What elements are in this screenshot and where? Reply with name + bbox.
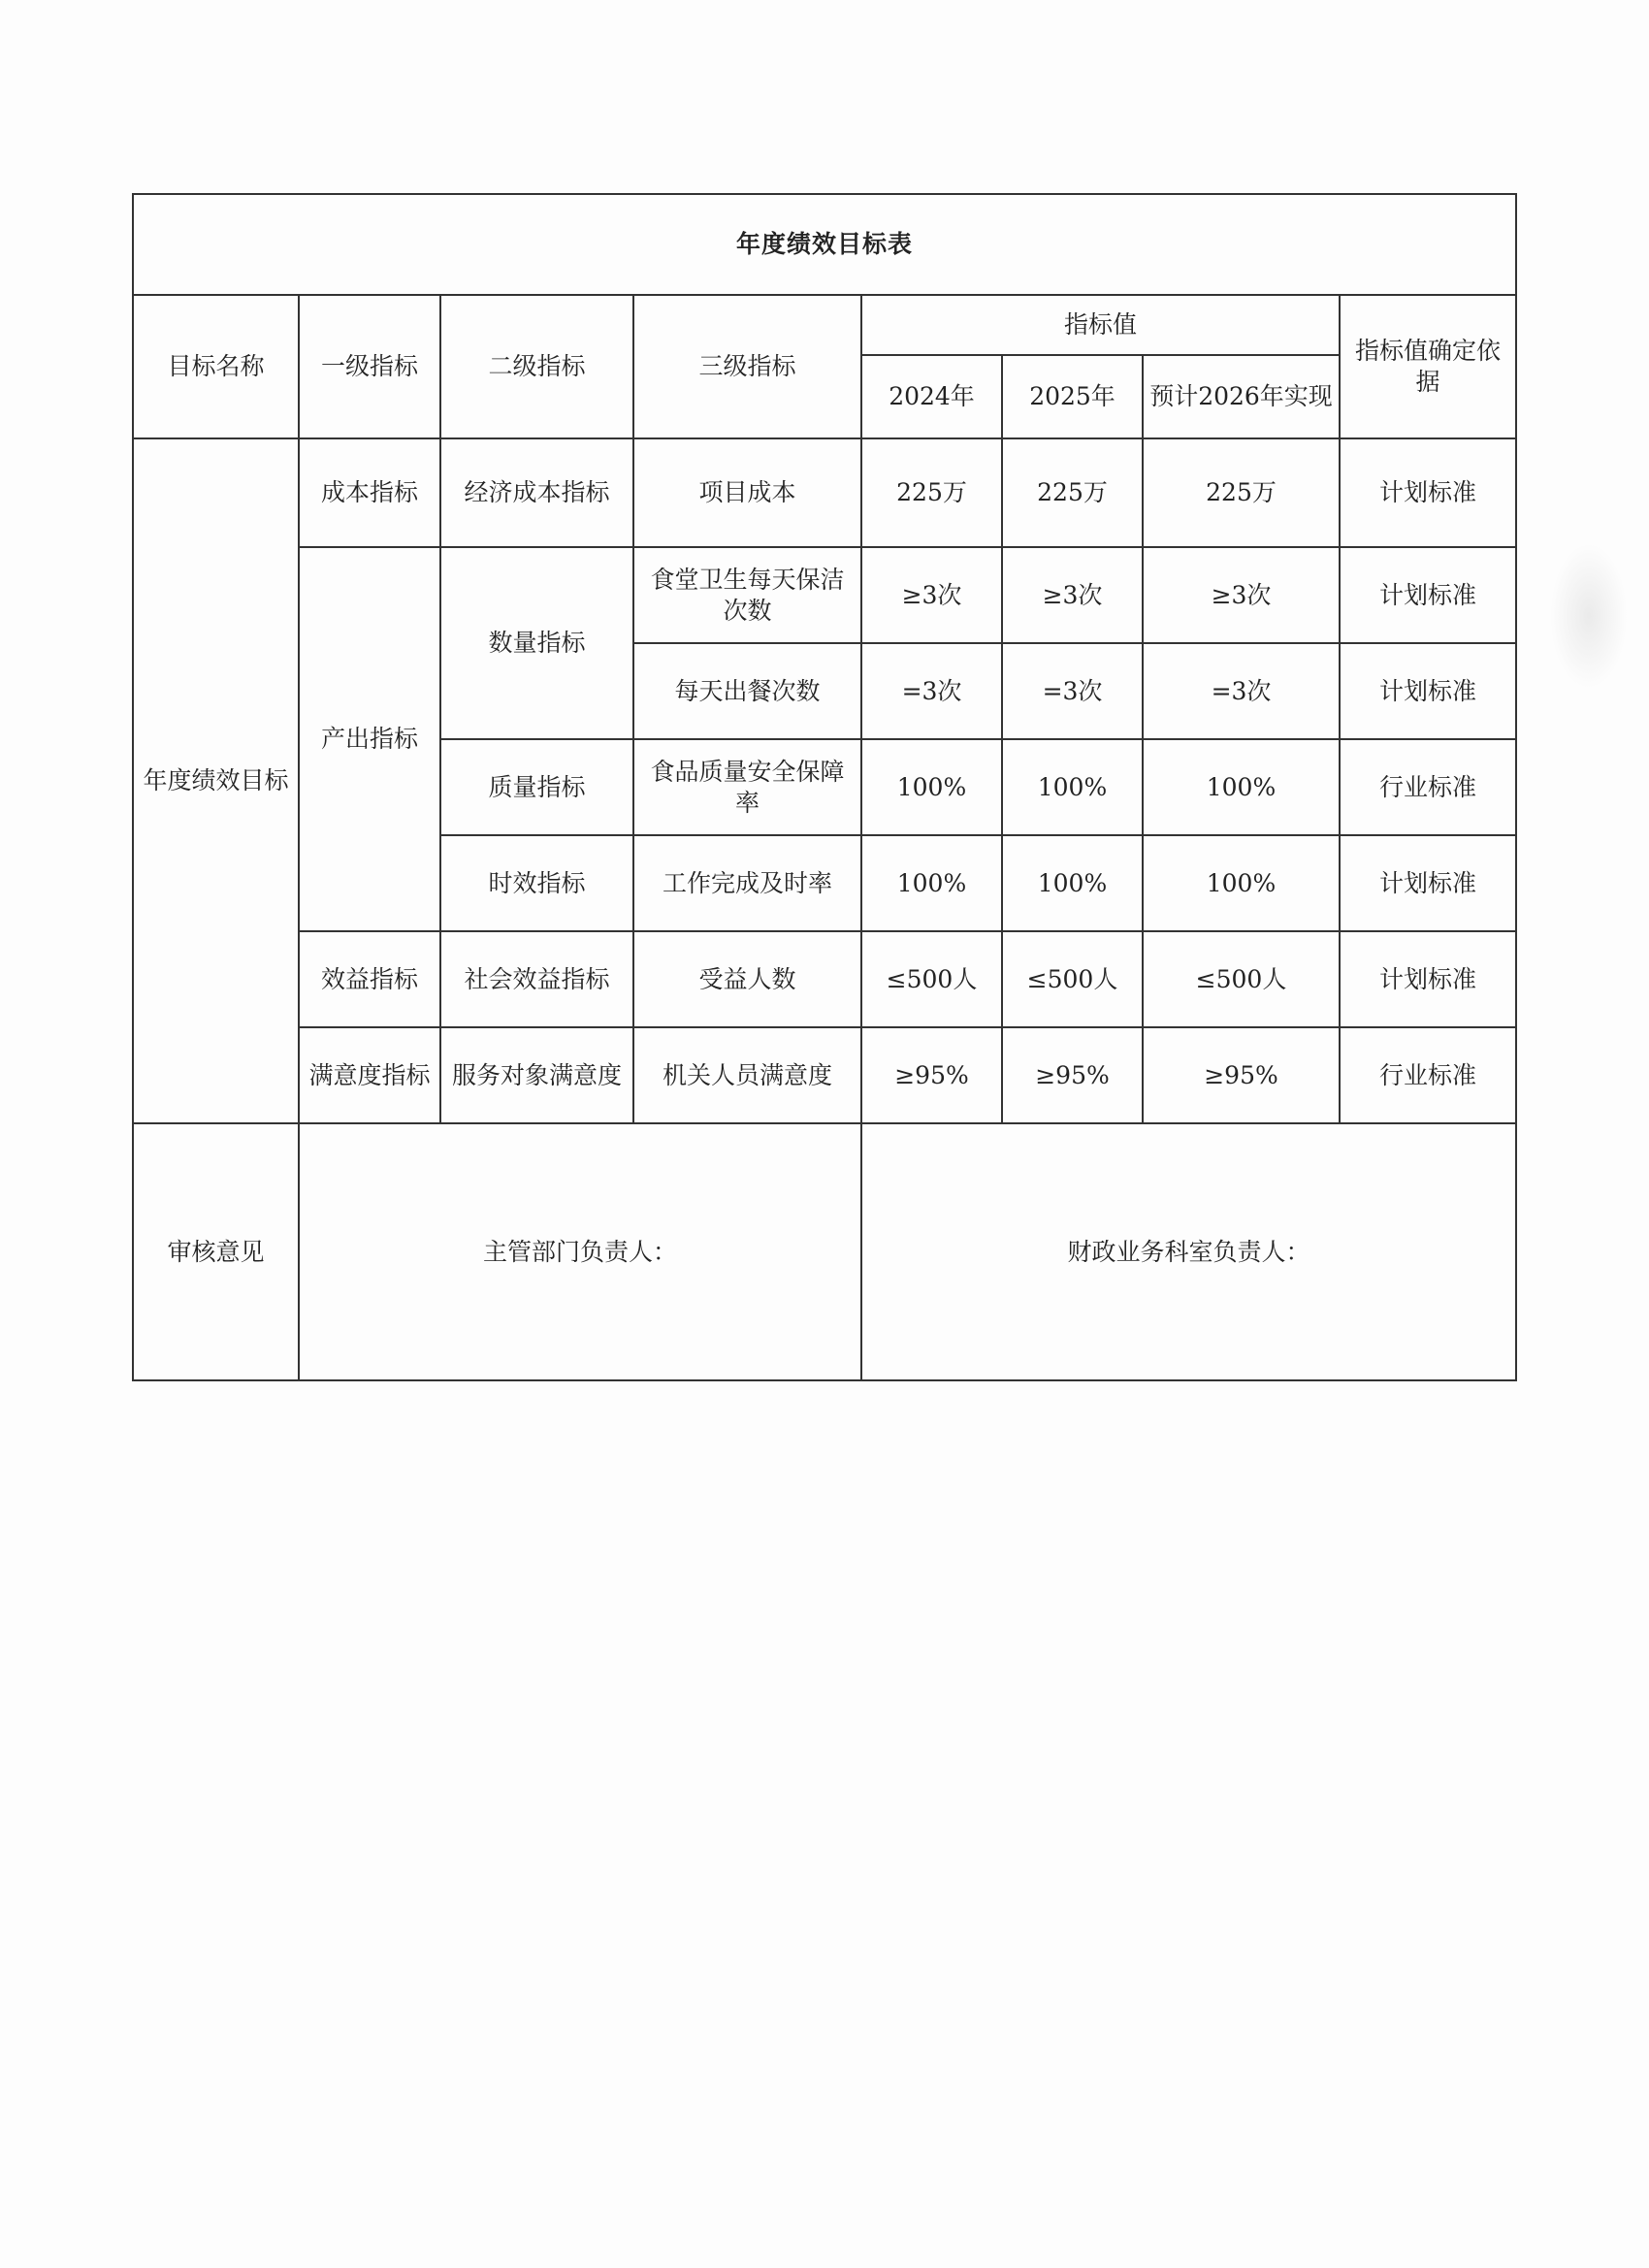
header-level2: 二级指标: [440, 295, 633, 438]
header-level3: 三级指标: [633, 295, 861, 438]
level2-cell: 质量指标: [440, 739, 633, 835]
value-2024-cell: 100%: [861, 739, 1002, 835]
review-label: 审核意见: [133, 1123, 299, 1380]
value-2025-cell: ≥95%: [1002, 1027, 1143, 1123]
level2-cell: 数量指标: [440, 547, 633, 739]
value-2024-cell: 225万: [861, 438, 1002, 547]
value-2025-cell: 100%: [1002, 835, 1143, 931]
header-goal-name: 目标名称: [133, 295, 299, 438]
performance-goal-table: [132, 193, 1517, 1381]
value-2026-cell: ≥3次: [1143, 547, 1340, 643]
level2-cell: 时效指标: [440, 835, 633, 931]
header-year-2026: 预计2026年实现: [1143, 355, 1340, 438]
value-2026-cell: ≤500人: [1143, 931, 1340, 1027]
basis-cell: 计划标准: [1340, 547, 1516, 643]
basis-cell: 计划标准: [1340, 438, 1516, 547]
supervisor-signature-field: 主管部门负责人：: [299, 1123, 861, 1380]
table-row: [133, 1027, 1516, 1123]
value-2026-cell: 100%: [1143, 739, 1340, 835]
basis-cell: 计划标准: [1340, 931, 1516, 1027]
title-row: [133, 194, 1516, 295]
performance-goal-sheet: [132, 193, 1515, 1381]
value-2024-cell: 100%: [861, 835, 1002, 931]
header-row: [133, 295, 1516, 355]
value-2026-cell: 100%: [1143, 835, 1340, 931]
level3-cell: 食品质量安全保障率: [633, 739, 861, 835]
level1-cell: 产出指标: [299, 547, 440, 931]
value-2024-cell: =3次: [861, 643, 1002, 739]
level1-cell: 成本指标: [299, 438, 440, 547]
header-year-2024: 2024年: [861, 355, 1002, 438]
scan-smudge: [1550, 543, 1628, 689]
level2-cell: 服务对象满意度: [440, 1027, 633, 1123]
value-2026-cell: =3次: [1143, 643, 1340, 739]
table-title: 年度绩效目标表: [133, 194, 1516, 295]
level3-cell: 项目成本: [633, 438, 861, 547]
value-2025-cell: =3次: [1002, 643, 1143, 739]
level2-cell: 经济成本指标: [440, 438, 633, 547]
value-2026-cell: 225万: [1143, 438, 1340, 547]
table-row: [133, 438, 1516, 547]
basis-cell: 计划标准: [1340, 643, 1516, 739]
header-basis: 指标值确定依据: [1340, 295, 1516, 438]
level2-cell: 社会效益指标: [440, 931, 633, 1027]
header-index-value: 指标值: [861, 295, 1340, 355]
value-2024-cell: ≤500人: [861, 931, 1002, 1027]
finance-signature-field: 财政业务科室负责人：: [861, 1123, 1516, 1380]
header-year-2025: 2025年: [1002, 355, 1143, 438]
value-2025-cell: 225万: [1002, 438, 1143, 547]
basis-cell: 计划标准: [1340, 835, 1516, 931]
header-level1: 一级指标: [299, 295, 440, 438]
basis-cell: 行业标准: [1340, 1027, 1516, 1123]
table-row: [133, 931, 1516, 1027]
level3-cell: 食堂卫生每天保洁次数: [633, 547, 861, 643]
value-2026-cell: ≥95%: [1143, 1027, 1340, 1123]
level3-cell: 机关人员满意度: [633, 1027, 861, 1123]
level1-cell: 效益指标: [299, 931, 440, 1027]
table-row: [133, 547, 1516, 643]
goal-label: 年度绩效目标: [133, 438, 299, 1123]
level3-cell: 工作完成及时率: [633, 835, 861, 931]
value-2024-cell: ≥3次: [861, 547, 1002, 643]
value-2025-cell: ≤500人: [1002, 931, 1143, 1027]
level3-cell: 受益人数: [633, 931, 861, 1027]
value-2025-cell: 100%: [1002, 739, 1143, 835]
level1-cell: 满意度指标: [299, 1027, 440, 1123]
value-2025-cell: ≥3次: [1002, 547, 1143, 643]
value-2024-cell: ≥95%: [861, 1027, 1002, 1123]
review-row: [133, 1123, 1516, 1380]
level3-cell: 每天出餐次数: [633, 643, 861, 739]
basis-cell: 行业标准: [1340, 739, 1516, 835]
